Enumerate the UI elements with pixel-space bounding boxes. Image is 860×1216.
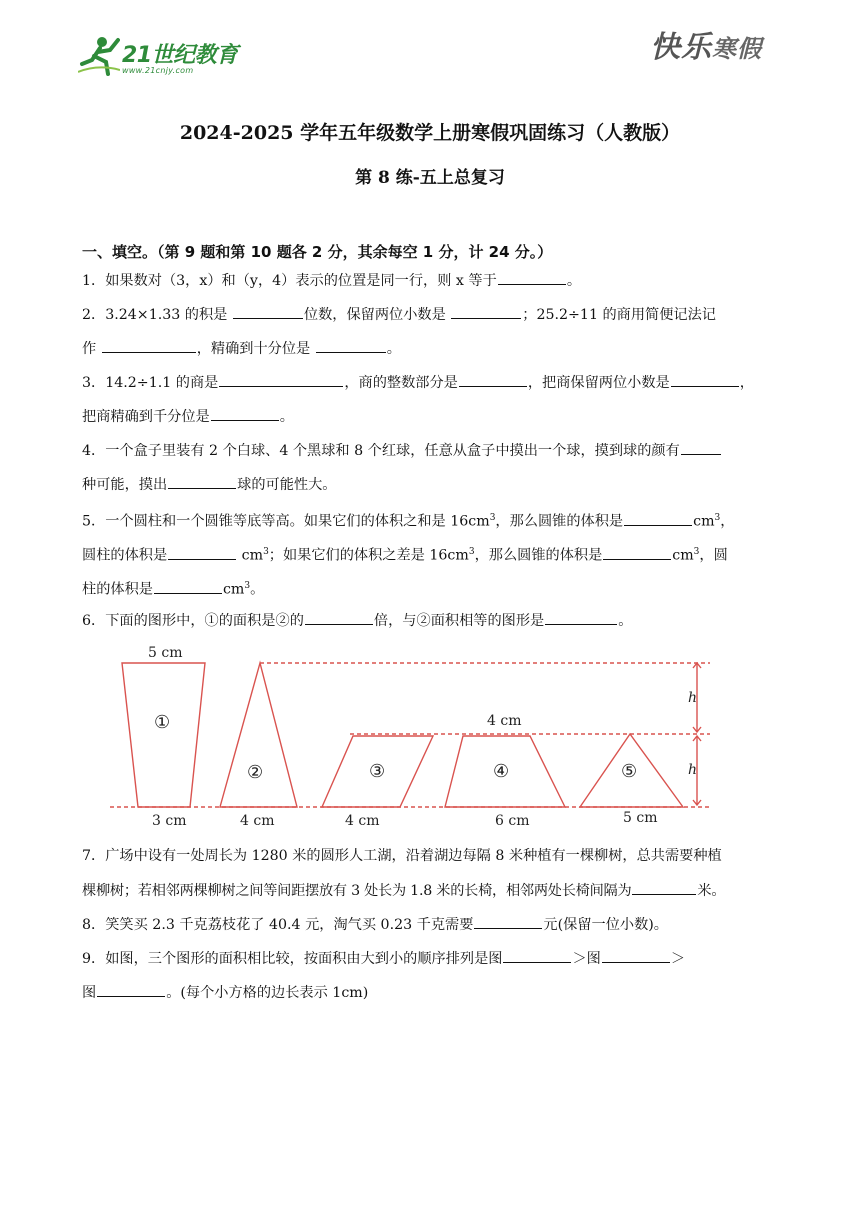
logo-url-text: www.21cnjy.com [122, 66, 194, 75]
label-shape-1: ① [154, 712, 171, 733]
question-8: 8．笑笑买 2.3 千克荔枝花了 40.4 元，淘气买 0.23 千克需要 元(保留一位小数)。 [82, 914, 668, 935]
question-3-line-1: 3．14.2÷1.1 的商是 ，商的整数部分是 ，把商保留两位小数是 ， [82, 372, 754, 393]
question-9-line-2: 图 。(每个小方格的边长表示 1cm) [82, 982, 368, 1003]
logo-21cnjy [78, 34, 248, 78]
label-bottom-5cm: 5 cm [623, 810, 658, 826]
answer-blank[interactable] [603, 545, 671, 560]
label-bottom-3cm: 3 cm [152, 813, 187, 829]
question-6: 6．下面的图形中，①的面积是②的 倍，与②面积相等的图形是 。 [82, 610, 632, 631]
logo-brand-text: 21世纪教育 [122, 43, 238, 68]
label-top-4cm: 4 cm [487, 713, 522, 729]
label-h-bottom: h [688, 762, 698, 778]
answer-blank[interactable] [97, 982, 165, 997]
answer-blank[interactable] [624, 511, 692, 526]
answer-blank[interactable] [154, 579, 222, 594]
question-2-line-1: 2．3.24×1.33 的积是 位数，保留两位小数是 ；25.2÷11 的商用简便记法记 [82, 304, 716, 325]
question-4-line-2: 种可能，摸出 球的可能性大。 [82, 474, 336, 495]
question-5-line-1: 5．一个圆柱和一个圆锥等底等高。如果它们的体积之和是 $16cm^3$，那么圆锥的体积是 $cm^3$， [82, 508, 734, 532]
question-5-line-3: 柱的体积是 $cm^3$。 [82, 576, 264, 600]
answer-blank[interactable] [498, 270, 566, 285]
shape-1-trapezoid [122, 663, 205, 807]
label-top-5cm: 5 cm [148, 645, 183, 661]
shapes-figure [110, 640, 720, 835]
answer-blank[interactable] [681, 440, 721, 455]
page-subtitle: 第 8 练-五上总复习 [355, 168, 505, 188]
label-bottom-4cm: 4 cm [240, 813, 275, 829]
answer-blank[interactable] [459, 372, 527, 387]
answer-blank[interactable] [219, 372, 343, 387]
answer-blank[interactable] [305, 610, 373, 625]
label-shape-4: ④ [493, 761, 510, 782]
question-3-line-2: 把商精确到千分位是 。 [82, 406, 294, 427]
page-title: 2024-2025 学年五年级数学上册寒假巩固练习（人教版） [179, 122, 681, 144]
answer-blank[interactable] [671, 372, 739, 387]
section-heading: 一、填空。（第 9 题和第 10 题各 2 分，其余每空 1 分，计 24 分。） [82, 243, 553, 261]
question-2-line-2: 作 ，精确到十分位是 。 [82, 338, 401, 359]
label-shape-2: ② [247, 762, 264, 783]
question-7-line-1: 7．广场中设有一处周长为 1280 米的圆形人工湖，沿着湖边每隔 8 米种植有一棵柳树，总共需要种植 [82, 848, 722, 864]
label-bottom-4cm-b: 4 cm [345, 813, 380, 829]
question-4-line-1: 4．一个盒子里装有 2 个白球、4 个黑球和 8 个红球，任意从盒子中摸出一个球，摸到球的颜有 [82, 440, 722, 461]
answer-blank[interactable] [451, 304, 521, 319]
label-shape-5: ⑤ [621, 761, 638, 782]
answer-blank[interactable] [168, 474, 236, 489]
answer-blank[interactable] [602, 948, 670, 963]
answer-blank[interactable] [545, 610, 617, 625]
answer-blank[interactable] [474, 914, 542, 929]
label-bottom-6cm: 6 cm [495, 813, 530, 829]
question-9-line-1: 9．如图，三个图形的面积相比较，按面积由大到小的顺序排列是图 ＞图 ＞ [82, 948, 685, 969]
question-7-line-2: 棵柳树；若相邻两棵柳树之间等间距摆放有 3 处长为 1.8 米的长椅，相邻两处长椅间隔为 米。 [82, 880, 725, 901]
answer-blank[interactable] [102, 338, 196, 353]
logo-right-a: 快乐 [650, 30, 712, 65]
answer-blank[interactable] [233, 304, 303, 319]
answer-blank[interactable] [168, 545, 236, 560]
answer-blank[interactable] [316, 338, 386, 353]
answer-blank[interactable] [503, 948, 571, 963]
label-h-top: h [688, 690, 698, 706]
question-5-line-2: 圆柱的体积是 $cm^3$；如果它们的体积之差是 $16cm^3$，那么圆锥的体积是 $cm^3$，圆 [82, 542, 728, 566]
logo-right-b: 寒假 [712, 35, 762, 63]
answer-blank[interactable] [632, 880, 696, 895]
question-1: 1．如果数对（3，x）和（y，4）表示的位置是同一行，则 x 等于 。 [82, 270, 581, 291]
logo-happy-holiday [650, 22, 762, 66]
label-shape-3: ③ [369, 761, 386, 782]
runner-icon [78, 34, 120, 76]
shape-2-triangle [220, 663, 297, 807]
answer-blank[interactable] [211, 406, 279, 421]
